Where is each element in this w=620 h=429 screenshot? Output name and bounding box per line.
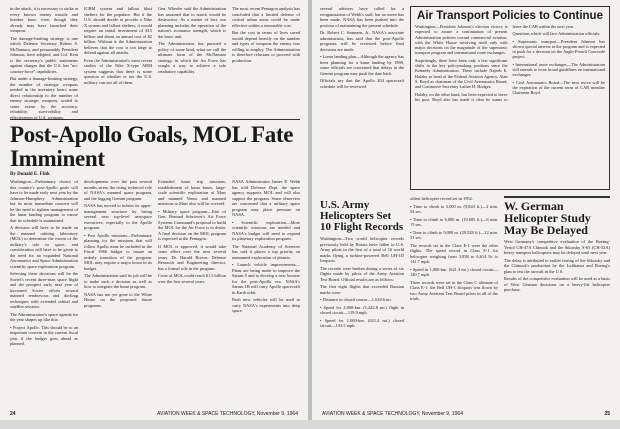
page-number-right: 25 [604,411,610,417]
air-transport-policies-box [410,6,610,190]
intro-column-3 [158,6,226,116]
paragraph: • Speed for 2,000-km. (1,242.8 mi.) flight in closed circuit—119.9 mph. [320,304,404,315]
paragraph: • Project Apollo. This should be to an important concern in the current fiscal year if the budget goes ahead as planned. [10,324,78,346]
right-bottom-row [320,196,610,419]
page-number: 24 [10,411,16,417]
publication-line: AVIATION WEEK & SPACE TECHNOLOGY, November 9, 1964 [157,411,298,417]
right-top-row [320,6,610,194]
paragraph: Selecting these decisions will be the Soviet's recent three-man space flight and the prospect early next year of increased Soviet efforts toward manned rendezvous and docking techniques with extended orbital and satellite sessions. [10,271,78,309]
publication-line-right: AVIATION WEEK & SPACE TECHNOLOGY, November 9, 1964 [322,411,463,417]
article-column-1 [10,179,78,429]
paragraph: The Administration said its job will be to make such a decision as well as how to integrate the lunar program. [84,273,152,289]
paragraph: The first eight flights that exceeded Russian marks were: [320,284,404,295]
paragraph: • Post Apollo missions—Preliminary planning for the missions that will follow Apollo must be included in the Fiscal 1966 budget to insure an orderly transition of the program. MOL may require a major boost in its budget. [84,232,152,271]
article-columns [10,179,300,429]
paragraph: The Administration's space agenda for the year shapes up like this: [10,311,78,322]
paragraph: • Distance in closed course—1,618.6 mi. [320,297,392,302]
paragraph: NASA Administrator James E. Webb has told Defense Dept. the space agency supports MOL and will also support the program. Some observers are concerned that a military space program may place pressure on NASA. [232,179,300,217]
paragraph: Washington—Two world helicopter records previously held by Russia have fallen to U.S. Army pilots in the first of a total of 16 world marks flying a turbine-powered Bell UH-1D Iroquois. [320,236,404,263]
paragraph: Washington—President Johnson's election victory is expected to assure a continuation of present Administration policies toward commercial aviation, with the White House involving itself only with major decisions on the magnitude of the supersonic transport program and international route exchanges. [415,24,508,56]
right-top-column [320,6,404,186]
paragraph: Both new vehicles will be used to carry NASA's experiments into deep space. [232,297,300,313]
paragraph: several advisers have called for a reorganization of Webb's staff, but no move has been made. NASA has been pushed into the position of maintaining the present schedule. [320,6,404,28]
article-column-2 [84,179,152,429]
left-footer [10,411,298,417]
left-page [0,0,308,420]
paragraph: • Speed in 1,000-km. (621.4 mi.) closed circuit—140.7 mph. [410,266,498,277]
paragraph: in the attack, it is necessary to strike at every known enemy missile and bomber base, even though they already may have launched their weapons. [10,6,78,33]
army-headline: U.S. Army Helicopters Set 10 Flight Records [320,199,404,233]
paragraph: Results of the competitive evaluation will be used as a basis of West German decisions on a heavy-lift helicopter purchase. [504,276,610,292]
paragraph: • Scientific exploration—More scientific missions are needed and NASA's budget will need to expand its planetary exploration program. [232,219,300,241]
army-article [320,196,404,419]
article-byline: By Donald E. Fink [10,172,50,177]
paragraph: Costs of MOL could reach $1.5 billion over the first several years. [158,273,227,284]
paragraph: Questions which will face Administration officials: [512,31,601,37]
paragraph: Even the Administration's most recent studies of the Nike X-type ABM system suggests that there is some question of whether or not the U.S. military can use all of them. [84,57,152,85]
paragraph: A decision will have to be made on the manned orbiting laboratory (MOL) to determine the extent of the military's role in space, and consideration will have to be given to the need for an expanded National Aeronautics and Space Administration scientific space exploration program. [10,225,78,269]
intro-columns [10,6,300,120]
paragraph: developments over the past several months stress the rising technical role of NASA's manned space program, and the lagging Gemini program. [84,179,152,201]
paragraph: • Supersonic transport—President Johnson has shown special interest in the program and is expected to push for a decision on the Anglo-French Concorde project. [512,38,605,60]
paragraph: Gen. Wheeler said the Administration has assumed that to attack would be destructive. As a matter of fact, our planning includes the operation of the nation's economic strength, which is the basic unit. [158,6,226,39]
paragraph: • Time to climb to 3,000 m. (9,843 ft.)—2 min. 54 sec. [410,203,498,214]
paragraph: Dr. Robert C. Seamans, Jr., NASA's associate administrator, has said that the post-Apollo programs will be reviewed before final decisions are made. [320,30,404,52]
paragraph: • Lunar landing plan—Although the agency has been planning for a lunar landing by 1969, some officials are concerned that delays in the Gemini program may push the date back. [320,54,404,76]
paragraph: • Speed for 1,000-km. (621.4 mi.) closed circuit—133.5 mph. [320,317,404,328]
article-column-3 [158,179,226,429]
paragraph: But the cost in terms of lives saved would depend heavily on the number and types of weapons the enemy was willing to employ. The Administration is therefore reluctant to proceed with production. [232,30,300,63]
paragraph: oldest helicopter record set in 1952. [410,196,473,201]
paragraph: The delay is attributed to earlier testing of the Sikorsky and the Chinook's production by the Lufthansa and Boeing's plan to test the aircraft in the U.S. [504,257,610,274]
paragraph: Officials say that the Apollo 204 spacecraft schedule will be reviewed. [320,78,404,89]
paragraph: The most recent Pentagon analysis has concluded that a limited defense of critical urban areas could be made effective within a reasonable cost. [232,6,300,28]
paragraph: • Time to climb to 6,000 m. (19,685 ft.)—6 min. 15 sec. [410,216,498,227]
article-column-4 [232,179,300,429]
atp-box-wrap [410,6,610,194]
german-helicopter-title: W. German Helicopter Study May Be Delayed [504,199,591,237]
paragraph: If MOL is approved, it would take some effort over the next several years. Dr. Harold Brown, Defense Research and Engineering director, has a formal role in the program. [158,243,226,271]
paragraph: • Launch vehicle improvements—Plans are being made to improve the Saturn 5 and to develop a new booster for the post-Apollo era. NASA's Saturn 1B will carry Apollo spacecraft in Earth orbit. [232,262,300,295]
paragraph: • Civil Aeronautics Board—The next move will be the expiration of the current term of CAB member Chairman Boyd. [512,79,605,96]
paragraph: The records were broken during a series of six flights made by pilots of the Army Aviation Test Board. Official results are as follows: [320,265,404,282]
paragraph: Washington—Preliminary choice of this country's post-Apollo goals will have to be made early next year by the Johnson-Humphrey Administration but its most immediate concern will be the need to tighten management of the lunar landing program to insure that its schedule is maintained. [10,179,78,223]
paragraph: ICBM system and fallout blast shelters for the populace. But if the U.S. should decide to provide a Nike X system and fallout shelters, it would require an initial investment of $15 billion and about an annual cost of $2 billion. Without it, the Administration believes that the cost is too large to defend against all attacks. [84,6,152,55]
intro-column-1 [10,6,78,120]
paragraph: The Administration has pursued a policy of some kind, what we call the ultimate form of the McNamara strategy, in which the Air Force has sought a way to achieve a safe retaliatory capability. [158,41,226,74]
paragraph: Extended lunar trip missions, establishment of lunar bases, large-scale scientific exploration of Mars and manned Venus and manned missions to Mars also will be covered. [158,179,226,206]
intro-column-4 [232,6,300,116]
right-page [312,0,620,420]
paragraph: • Military space program—Fate of Gen. Bernard Schriever's Air Force Systems Command's proposal to build the MOL for the Air Force is in doubt. A final decision on the MOL program is expected at the Pentagon. [158,208,226,241]
paragraph: Halaby, on the other hand, has been expected to leave his post. Boyd also has made it clear he wants to leave the CAB within the next year. [415,24,574,102]
paragraph: The damage-limiting strategy is one which Defense Secretary Robert S. McNamara, and presumably President Johnson, have adopted, and Col. Kent is the secretary's public statements against charges that the U.S. has "no-counter-force" capabilities. [10,35,78,74]
atp-title: Air Transport Policies to Continue [417,10,603,22]
paragraph: NASA has moved to bolster its upper-management structure by hiring several new top-level aerospace executives, especially to the Apollo program. [84,203,152,230]
right-footer [322,411,610,417]
paragraph: Surprisingly, there have been only a few significant shifts in the key policymaking positions since the Kennedy Administration. These include Najeeb E. Halaby as head of the Federal Aviation Agency, Alan S. Boyd as chairman of the Civil Aeronautics Board, and Commerce Secretary Luther H. Hodges. [415,57,508,90]
paragraph: The National Academy of Sciences has said it places a top priority on unmanned exploration of planets. [232,243,300,260]
army-column-1 [320,236,404,404]
intro-column-2 [84,6,152,116]
army-column-2 [410,196,498,406]
atp-body [415,24,605,186]
paragraph: Three records were set in the Class C ultimate of Class E-1: the Bell UH-1 Iroquois was flown by two Army Aviation Test Board pilots in all of the trials. [410,279,498,301]
paragraph: • International route exchanges—The Administration still intends to issue broad guidelines on international exchanges. [512,61,605,78]
paragraph: • Time to climb to 9,000 m. (29,528 ft.)—12 min. 31 sec. [410,229,498,240]
german-helicopter-box [504,196,610,419]
paragraph: But under a damage-limiting strategy, the number of strategic weapons needed in the inventory bears some direct relationship to the number of enemy strategic weapons, scaled to some extent by the accuracy, reliability, survivability and effectiveness of U.S. weapons. [10,76,78,120]
paragraph: West Germany's competitive evaluation of the Boeing-Vertol CH-47A Chinook and the Sikorsky S-65 (CH-53A) heavy transport helicopters may be delayed until next year. [504,239,610,255]
article-headline: Post-Apollo Goals, MOL Fate Imminent [10,122,294,171]
german-helicopter-body [504,239,610,419]
paragraph: The records set in the Class E-1 were the other flights. The speed record in Class E-1 for helicopter weighing from 3,858 to 6,614 lb. is 141.7 mph. [410,242,498,264]
paragraph: NASA has not yet gone to the White House on the proposed future programs. [84,291,152,308]
